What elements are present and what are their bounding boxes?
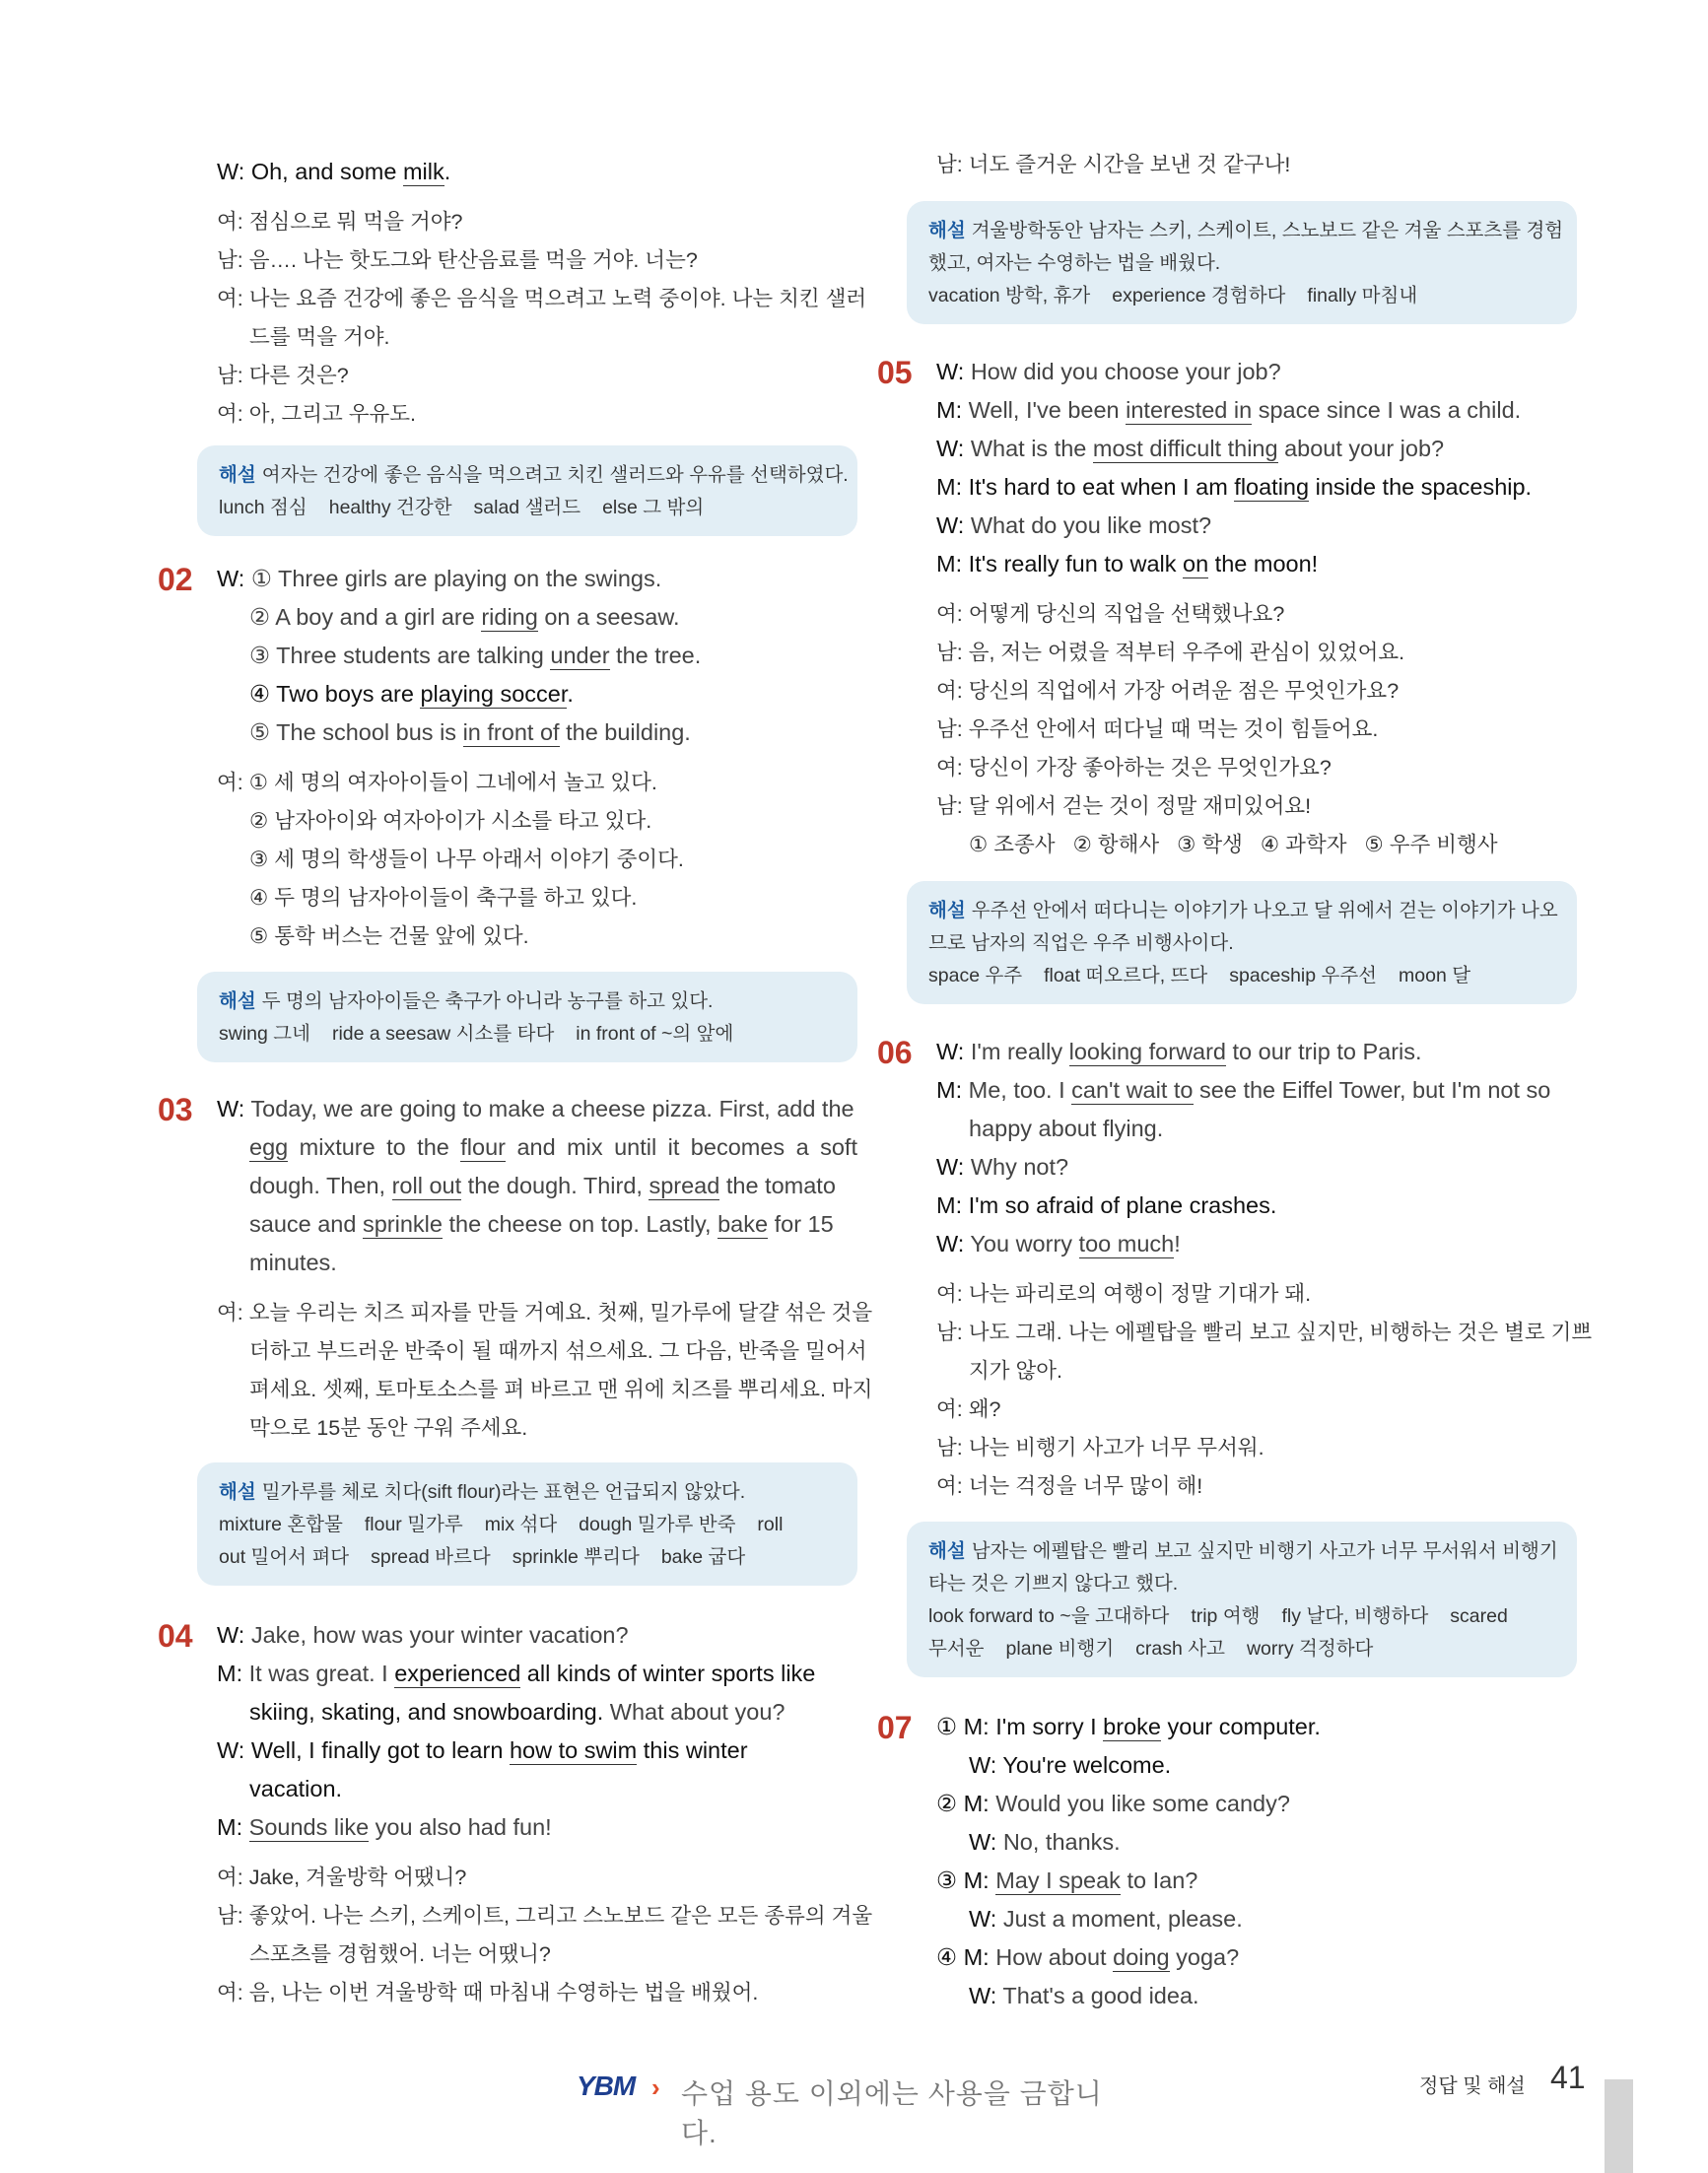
dialogue-line: W: Just a moment, please. <box>969 1906 1243 1932</box>
page-number: 41 <box>1550 2060 1586 2095</box>
dialogue-line: W: You worry too much! <box>936 1231 1181 1256</box>
dialogue-line: ② M: Would you like some candy? <box>936 1791 1290 1816</box>
translation-line: 여: ① 세 명의 여자아이들이 그네에서 놀고 있다. <box>217 771 657 794</box>
translation-line: ③ 세 명의 학생들이 나무 아래서 이야기 중이다. <box>249 848 684 871</box>
dialogue-line: vacation. <box>249 1776 343 1801</box>
dialogue-line: W: Well, I finally got to learn how to swim this winter <box>217 1737 748 1763</box>
dialogue-line: W: That's a good idea. <box>969 1983 1199 2008</box>
dialogue-line: minutes. <box>249 1250 337 1275</box>
translation-line: 남: 음…. 나는 핫도그와 탄산음료를 먹을 거야. 너는? <box>217 248 698 272</box>
translation-line: 남: 좋았어. 나는 스키, 스케이트, 그리고 스노보드 같은 모든 종류의 겨울 <box>217 1904 873 1928</box>
dialogue-line: W: Today, we are going to make a cheese pizza. First, add the <box>217 1096 854 1121</box>
explanation-tag: 해설 <box>219 464 256 486</box>
translation-line: 여: 너는 걱정을 너무 많이 해! <box>936 1474 1203 1498</box>
dialogue-line: sauce and sprinkle the cheese on top. Lastly, bake for 15 <box>249 1211 834 1237</box>
translation-line: ④ 두 명의 남자아이들이 축구를 하고 있다. <box>249 886 638 910</box>
vocab-list: swing 그네 ride a seesaw 시소를 타다 in front of ~의 앞에 <box>219 1023 734 1045</box>
explanation-box <box>197 1462 857 1586</box>
translation-line: 여: 음, 나는 이번 겨울방학 때 마침내 수영하는 법을 배웠어. <box>217 1981 759 2004</box>
dialogue-line: ④ Two boys are playing soccer. <box>249 681 574 707</box>
translation-line: 여: 당신이 가장 좋아하는 것은 무엇인가요? <box>936 756 1332 780</box>
question-number: 02 <box>158 562 193 597</box>
translation-line: 여: 오늘 우리는 치즈 피자를 만들 거예요. 첫째, 밀가루에 달걀 섞은 것을 <box>217 1301 873 1324</box>
translation-line: ② 남자아이와 여자아이가 시소를 타고 있다. <box>249 809 652 833</box>
translation-line: 여: 당신의 직업에서 가장 어려운 점은 무엇인가요? <box>936 679 1400 703</box>
dialogue-line: W: What do you like most? <box>936 512 1212 538</box>
dialogue-line: M: Me, too. I can't wait to see the Eiffel Tower, but I'm not so <box>936 1077 1551 1103</box>
translation-line: 남: 음, 저는 어렸을 적부터 우주에 관심이 있었어요. <box>936 641 1405 664</box>
dialogue-line: ③ M: May I speak to Ian? <box>936 1867 1198 1893</box>
explanation-text: 여자는 건강에 좋은 음식을 먹으려고 치킨 샐러드와 우유를 선택하였다. <box>261 464 849 486</box>
translation-line: 드를 먹을 거야. <box>249 325 390 349</box>
dialogue-line: W: Oh, and some milk. <box>217 159 451 184</box>
explanation-text: 우주선 안에서 떠다니는 이야기가 나오고 달 위에서 걷는 이야기가 나오 <box>971 900 1558 921</box>
footer-notice <box>577 2065 1128 2148</box>
dialogue-line: M: It's really fun to walk on the moon! <box>936 551 1319 577</box>
dialogue-line: M: I'm so afraid of plane crashes. <box>936 1192 1277 1218</box>
page-tab-bar <box>1605 2079 1633 2173</box>
translation-line: 여: 왜? <box>936 1397 1001 1421</box>
dialogue-line: ② A boy and a girl are riding on a seesaw. <box>249 604 680 630</box>
translation-line: 여: 어떻게 당신의 직업을 선택했나요? <box>936 602 1285 626</box>
dialogue-line: ⑤ The school bus is in front of the building. <box>249 719 691 745</box>
explanation-text: 밀가루를 체로 치다(sift flour)라는 표현은 언급되지 않았다. <box>261 1481 746 1503</box>
explanation-text: 했고, 여자는 수영하는 법을 배웠다. <box>928 252 1221 274</box>
dialogue-line: happy about flying. <box>969 1116 1164 1141</box>
chevron-right-icon: › <box>651 2072 660 2102</box>
translation-line: 지가 않아. <box>969 1359 1063 1383</box>
question-number: 03 <box>158 1092 193 1127</box>
translation-line: ⑤ 통학 버스는 건물 앞에 있다. <box>249 924 529 948</box>
dialogue-line: ④ M: How about doing yoga? <box>936 1944 1240 1970</box>
dialogue-line: ① M: I'm sorry I broke your computer. <box>936 1714 1321 1739</box>
explanation-box <box>197 445 857 536</box>
vocab-list: lunch 점심 healthy 건강한 salad 샐러드 else 그 밖의 <box>219 497 705 518</box>
translation-line: 더하고 부드러운 반죽이 될 때까지 섞으세요. 그 다음, 반죽을 밀어서 <box>249 1339 867 1363</box>
dialogue-line: W: Jake, how was your winter vacation? <box>217 1622 629 1648</box>
dialogue-line: M: Well, I've been interested in space since I was a child. <box>936 397 1522 423</box>
translation-line: 남: 나도 그래. 나는 에펠탑을 빨리 보고 싶지만, 비행하는 것은 별로 기쁘 <box>936 1321 1593 1344</box>
translation-line: 스포츠를 경험했어. 너는 어땠니? <box>249 1942 551 1966</box>
dialogue-line: M: It was great. I experienced all kinds of winter sports like <box>217 1661 816 1686</box>
explanation-tag: 해설 <box>219 990 256 1012</box>
dialogue-line: W: Why not? <box>936 1154 1069 1180</box>
dialogue-line: W: ① Three girls are playing on the swings. <box>217 566 662 591</box>
translation-line: 여: 나는 요즘 건강에 좋은 음식을 먹으려고 노력 중이야. 나는 치킨 샐러 <box>217 287 867 310</box>
explanation-tag: 해설 <box>928 220 966 241</box>
explanation-box <box>907 1522 1577 1677</box>
translation-line: 여: Jake, 겨울방학 어땠니? <box>217 1866 467 1889</box>
dialogue-line: ③ Three students are talking under the tree. <box>249 643 702 668</box>
translation-line: 막으로 15분 동안 구워 주세요. <box>249 1416 528 1440</box>
brand-logo: YBM <box>577 2071 636 2101</box>
vocab-list: vacation 방학, 휴가 experience 경험하다 finally 마침내 <box>928 285 1418 306</box>
explanation-box <box>907 201 1577 324</box>
dialogue-line: M: Sounds like you also had fun! <box>217 1814 552 1840</box>
vocab-list: look forward to ~을 고대하다 trip 여행 fly 날다, 비행하다 scared <box>928 1605 1508 1627</box>
explanation-tag: 해설 <box>219 1481 256 1503</box>
dialogue-line: W: How did you choose your job? <box>936 359 1281 384</box>
dialogue-line: W: No, thanks. <box>969 1829 1121 1855</box>
page-label: 정답 및 해설 <box>1419 2075 1526 2097</box>
vocab-list: out 밀어서 펴다 spread 바르다 sprinkle 뿌리다 bake 굽다 <box>219 1546 746 1568</box>
translation-line: 펴세요. 셋째, 토마토소스를 펴 바르고 맨 위에 치즈를 뿌리세요. 마지 <box>249 1378 873 1401</box>
dialogue-line: W: I'm really looking forward to our trip to Paris. <box>936 1039 1422 1064</box>
translation-line: 여: 나는 파리로의 여행이 정말 기대가 돼. <box>936 1282 1312 1306</box>
explanation-text: 남자는 에펠탑은 빨리 보고 싶지만 비행기 사고가 너무 무서워서 비행기 <box>971 1540 1558 1562</box>
explanation-tag: 해설 <box>928 1540 966 1562</box>
dialogue-line: egg mixture to the flour and mix until it becomes a soft <box>249 1134 857 1160</box>
explanation-box <box>197 972 857 1062</box>
question-number: 06 <box>877 1035 913 1070</box>
translation-line: 여: 점심으로 뭐 먹을 거야? <box>217 210 463 234</box>
question-number: 07 <box>877 1710 913 1745</box>
translation-line: 남: 너도 즐거운 시간을 보낸 것 같구나! <box>936 153 1291 176</box>
explanation-box <box>907 881 1577 1004</box>
dialogue-line: skiing, skating, and snowboarding. What about you? <box>249 1699 786 1725</box>
dialogue-line: dough. Then, roll out the dough. Third, spread the tomato <box>249 1173 836 1198</box>
vocab-list: space 우주 float 떠오르다, 뜨다 spaceship 우주선 moon 달 <box>928 965 1471 986</box>
question-number: 04 <box>158 1618 193 1654</box>
dialogue-line: W: You're welcome. <box>969 1752 1172 1778</box>
translation-line: 남: 다른 것은? <box>217 364 349 387</box>
translation-line: 남: 나는 비행기 사고가 너무 무서워. <box>936 1436 1264 1460</box>
usage-notice: 수업 용도 이외에는 사용을 금합니다. <box>681 2078 1103 2148</box>
question-number: 05 <box>877 355 913 390</box>
explanation-text: 타는 것은 기쁘지 않다고 했다. <box>928 1573 1179 1595</box>
explanation-text: 겨울방학동안 남자는 스키, 스케이트, 스노보드 같은 겨울 스포츠를 경험 <box>971 220 1564 241</box>
vocab-list: mixture 혼합물 flour 밀가루 mix 섞다 dough 밀가루 반죽 roll <box>219 1514 784 1535</box>
explanation-text: 두 명의 남자아이들은 축구가 아니라 농구를 하고 있다. <box>261 990 714 1012</box>
explanation-text: 므로 남자의 직업은 우주 비행사이다. <box>928 932 1234 954</box>
translation-line: 여: 아, 그리고 우유도. <box>217 402 416 426</box>
translation-line: 남: 우주선 안에서 떠다닐 때 먹는 것이 힘들어요. <box>936 717 1379 741</box>
explanation-tag: 해설 <box>928 900 966 921</box>
answer-choices: ① 조종사 ② 항해사 ③ 학생 ④ 과학자 ⑤ 우주 비행사 <box>969 833 1498 856</box>
dialogue-line: W: What is the most difficult thing about your job? <box>936 436 1445 461</box>
vocab-list: 무서운 plane 비행기 crash 사고 worry 걱정하다 <box>928 1638 1374 1660</box>
translation-line: 남: 달 위에서 걷는 것이 정말 재미있어요! <box>936 794 1312 818</box>
dialogue-line: M: It's hard to eat when I am floating inside the spaceship. <box>936 474 1533 500</box>
